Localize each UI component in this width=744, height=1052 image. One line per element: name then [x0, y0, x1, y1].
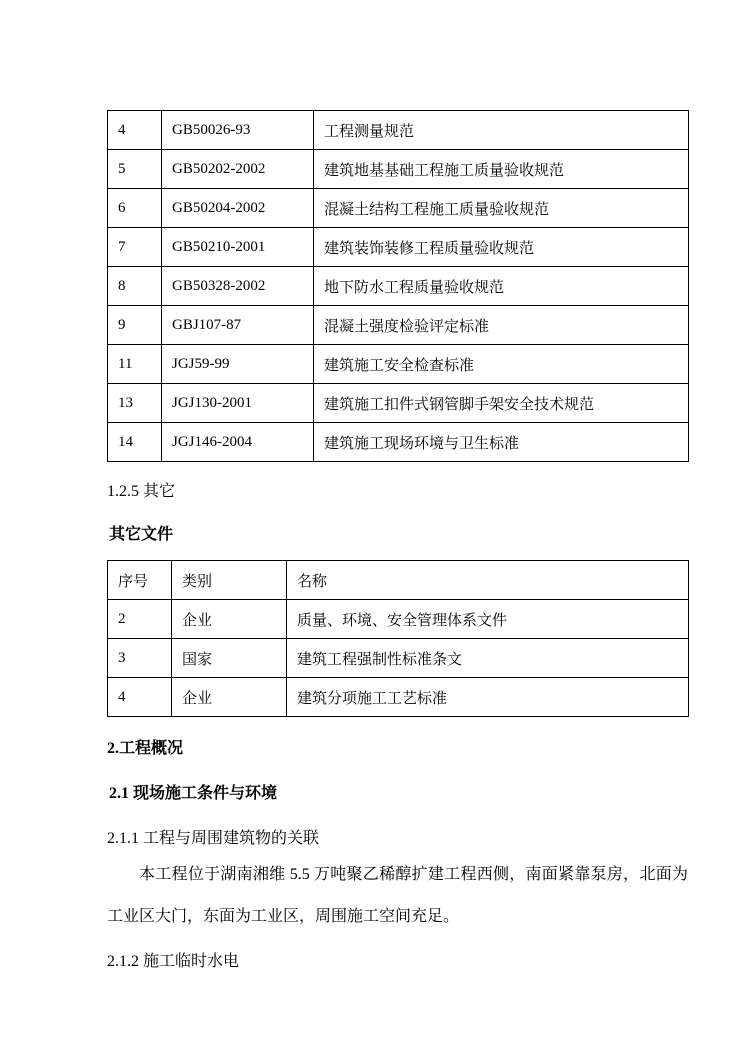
cell-name: 地下防水工程质量验收规范	[314, 267, 689, 306]
heading-2-1: 2.1 现场施工条件与环境	[109, 785, 278, 802]
header-category: 类别	[172, 561, 287, 600]
cell-no: 7	[108, 228, 162, 267]
cell-category: 国家	[172, 639, 287, 678]
cell-name: 混凝土强度检验评定标准	[314, 306, 689, 345]
cell-name: 建筑分项施工工艺标准	[287, 678, 689, 717]
paragraph-2-1-1: 本工程位于湖南湘维 5.5 万吨聚乙稀醇扩建工程西侧，南面紧靠泵房，北面为工业区大门，东面为工业区，周围施工空间充足。	[107, 866, 688, 925]
cell-code: JGJ130-2001	[162, 384, 314, 423]
table-row	[108, 267, 689, 306]
table-row	[108, 189, 689, 228]
cell-name: 建筑施工现场环境与卫生标准	[314, 423, 689, 462]
cell-name: 建筑施工安全检查标准	[314, 345, 689, 384]
table-row	[108, 111, 689, 150]
cell-category: 企业	[172, 600, 287, 639]
cell-no: 8	[108, 267, 162, 306]
heading-2: 2.工程概况	[107, 740, 184, 757]
cell-name: 混凝土结构工程施工质量验收规范	[314, 189, 689, 228]
cell-code: GB50202-2002	[162, 150, 314, 189]
cell-category: 企业	[172, 678, 287, 717]
cell-no: 4	[108, 111, 162, 150]
cell-name: 工程测量规范	[314, 111, 689, 150]
cell-code: GBJ107-87	[162, 306, 314, 345]
table-row	[108, 228, 689, 267]
cell-name: 建筑施工扣件式钢管脚手架安全技术规范	[314, 384, 689, 423]
cell-code: JGJ146-2004	[162, 423, 314, 462]
table-row	[108, 306, 689, 345]
cell-code: GB50204-2002	[162, 189, 314, 228]
heading-2-1-2: 2.1.2 施工临时水电	[107, 953, 240, 970]
cell-no: 14	[108, 423, 162, 462]
cell-no: 5	[108, 150, 162, 189]
table-header-row	[108, 561, 689, 600]
cell-code: GB50026-93	[162, 111, 314, 150]
header-no: 序号	[108, 561, 172, 600]
table-row	[108, 423, 689, 462]
cell-name: 建筑装饰装修工程质量验收规范	[314, 228, 689, 267]
cell-no: 13	[108, 384, 162, 423]
cell-no: 3	[108, 639, 172, 678]
cell-no: 6	[108, 189, 162, 228]
cell-no: 2	[108, 600, 172, 639]
cell-name: 建筑工程强制性标准条文	[287, 639, 689, 678]
cell-code: GB50328-2002	[162, 267, 314, 306]
table-row	[108, 678, 689, 717]
cell-name: 质量、环境、安全管理体系文件	[287, 600, 689, 639]
cell-code: GB50210-2001	[162, 228, 314, 267]
other-files-table	[107, 560, 689, 717]
cell-name: 建筑地基基础工程施工质量验收规范	[314, 150, 689, 189]
table-row	[108, 639, 689, 678]
cell-no: 11	[108, 345, 162, 384]
section-1-2-5-label: 1.2.5 其它	[107, 483, 176, 500]
cell-no: 4	[108, 678, 172, 717]
cell-no: 9	[108, 306, 162, 345]
standards-table	[107, 110, 689, 462]
heading-other-files: 其它文件	[109, 526, 174, 543]
table-row	[108, 150, 689, 189]
heading-2-1-1: 2.1.1 工程与周围建筑物的关联	[107, 830, 320, 847]
table-row	[108, 600, 689, 639]
table-row	[108, 345, 689, 384]
cell-code: JGJ59-99	[162, 345, 314, 384]
header-name: 名称	[287, 561, 689, 600]
table-row	[108, 384, 689, 423]
